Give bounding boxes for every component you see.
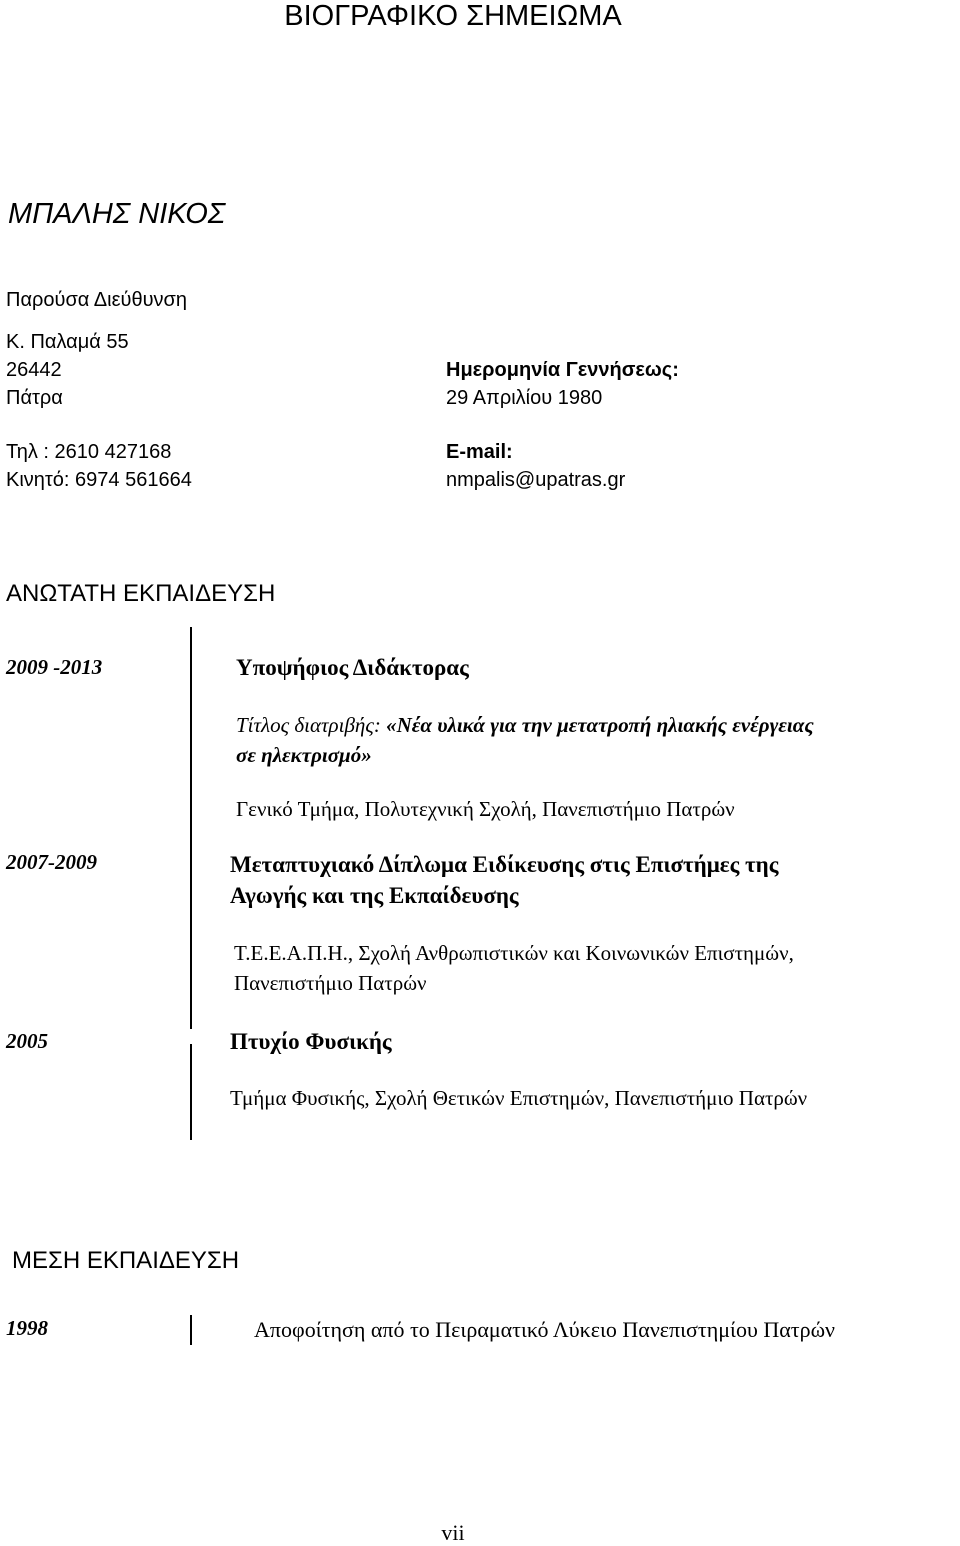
timeline-divider (190, 1044, 192, 1140)
degree-title: Μεταπτυχιακό Δίπλωμα Ειδίκευσης στις Επιστήμες της (230, 852, 779, 877)
birth-date-label: Ημερομηνία Γεννήσεως: (446, 359, 679, 381)
timeline-divider (190, 1315, 192, 1345)
institution: Πανεπιστήμιο Πατρών (234, 971, 427, 995)
thesis-title (236, 713, 814, 738)
street-address: Κ. Παλαμά 55 (6, 331, 129, 353)
degree-title: Πτυχίο Φυσικής (230, 1029, 392, 1054)
timeline-divider (190, 627, 192, 1029)
entry-years: 2009 -2013 (6, 655, 103, 679)
institution: Τ.Ε.Ε.Α.Π.Η., Σχολή Ανθρωπιστικών και Κοινωνικών Επιστημών, (234, 941, 794, 965)
phone-number: Τηλ : 2610 427168 (6, 441, 172, 463)
thesis-title-line: «Νέα υλικά για την μετατροπή ηλιακής ενέργειας (386, 713, 814, 737)
institution: Τμήμα Φυσικής, Σχολή Θετικών Επιστημών, Πανεπιστήμιο Πατρών (230, 1086, 808, 1110)
degree-title: Υποψήφιος Διδάκτορας (236, 655, 469, 680)
postal-code: 26442 (6, 359, 62, 381)
entry-description: Αποφοίτηση από το Πειραματικό Λύκειο Πανεπιστημίου Πατρών (254, 1317, 836, 1342)
entry-years: 2007-2009 (6, 850, 97, 874)
person-name: ΜΠΑΛΗΣ ΝΙΚΟΣ (8, 198, 226, 230)
entry-years: 2005 (6, 1029, 48, 1053)
email-address[interactable]: nmpalis@upatras.gr (446, 469, 626, 491)
entry-years: 1998 (6, 1316, 48, 1340)
birth-date: 29 Απριλίου 1980 (446, 387, 603, 409)
page-number: vii (441, 1520, 465, 1545)
mobile-number: Κινητό: 6974 561664 (6, 469, 192, 491)
city: Πάτρα (6, 387, 63, 409)
secondary-education-heading: ΜΕΣΗ ΕΚΠΑΙΔΕΥΣΗ (12, 1247, 240, 1274)
document-title: ΒΙΟΓΡΑΦΙΚΟ ΣΗΜΕΙΩΜΑ (284, 0, 622, 32)
email-label: E-mail: (446, 441, 513, 463)
institution: Γενικό Τμήμα, Πολυτεχνική Σχολή, Πανεπιστήμιο Πατρών (236, 797, 735, 821)
thesis-label: Τίτλος διατριβής: (236, 713, 381, 737)
address-heading: Παρούσα Διεύθυνση (6, 289, 187, 311)
higher-education-heading: ΑΝΩΤΑΤΗ ΕΚΠΑΙΔΕΥΣΗ (6, 580, 276, 607)
thesis-title-line: σε ηλεκτρισμό» (236, 743, 372, 767)
degree-title: Αγωγής και της Εκπαίδευσης (230, 883, 519, 908)
